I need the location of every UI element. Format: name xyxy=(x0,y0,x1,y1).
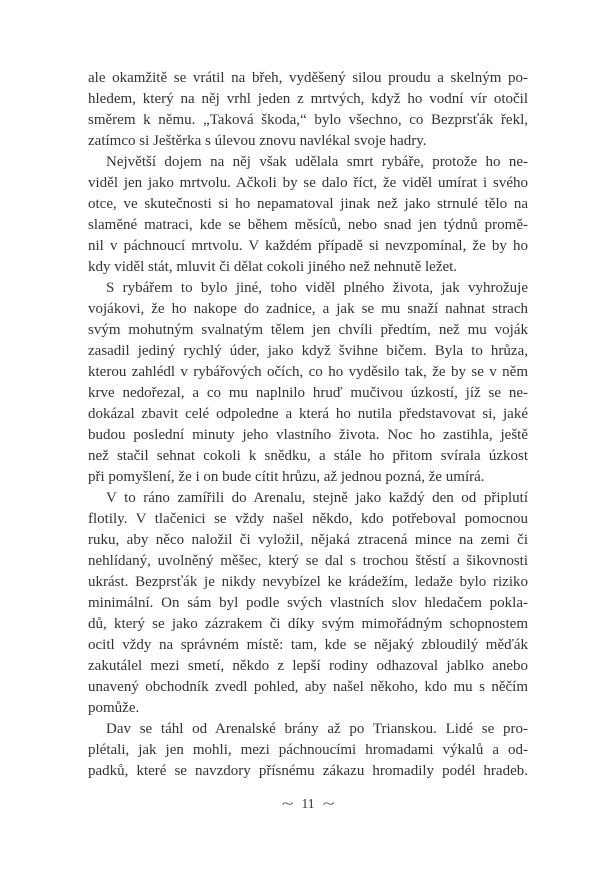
text-line: ruku, aby něco naložil či vyložil, nějaká ztracená mince na zemi či xyxy=(88,532,528,548)
text-line: ale okamžitě se vrátil na břeh, vyděšený silou proudu a skelným po- xyxy=(88,70,528,86)
text-line: zasadil jediný rychlý úder, jako když švihne bičem. Byla to hrůza, xyxy=(88,343,528,359)
text-line: pomůže. xyxy=(88,700,140,716)
text-line: ukrást. Bezprsťák je nikdy nevybízel ke krádežím, ledaže bylo riziko xyxy=(88,574,528,590)
text-line: krve nedořezal, a co mu naplnilo hruď mučivou úzkostí, jíž se ne- xyxy=(88,385,528,401)
page-text xyxy=(88,68,528,782)
text-line: plétali, jak jen mohli, mezi páchnoucími hromadami výkalů a od- xyxy=(88,742,528,758)
footer-ornament-right: ~ xyxy=(322,796,335,811)
text-line: při pomyšlení, že i on bude cítit hrůzu, až jednou pozná, že umírá. xyxy=(88,469,485,485)
text-line: zatímco si Ještěrka s úlevou znovu navlékal svoje hadry. xyxy=(88,133,427,149)
page-number: 11 xyxy=(301,796,315,811)
text-line: hledem, který na něj vrhl jeden z mrtvých, když ho vodní vír otočil xyxy=(88,91,528,107)
text-line: vojákovi, že ho nakope do zadnice, a jak se mu snaží nahnat strach xyxy=(88,301,528,317)
text-line: zakutálel mezi smetí, někdo z lepší rodiny odhazoval jablko anebo xyxy=(88,658,528,674)
text-line: Největší dojem na něj však udělala smrt rybáře, protože ho ne- xyxy=(106,154,528,170)
text-line: než stačil sehnat cokoli k snědku, a stále ho přitom svírala úzkost xyxy=(88,448,528,464)
text-line: svým mohutným svalnatým tělem jen chvíli předtím, než mu voják xyxy=(88,322,528,338)
text-line: ocitl vždy na správném místě: tam, kde se nějaký zbloudilý měďák xyxy=(88,637,528,653)
text-line: kdy viděl stát, mluvit či dělat cokoli jiného než nehnutě ležet. xyxy=(88,259,458,275)
text-line: slaměné matraci, kde se během měsíců, nebo snad jen týdnů promě- xyxy=(88,217,528,233)
footer-ornament-left: ~ xyxy=(281,796,294,811)
text-line: unavený obchodník zvedl pohled, aby našel někoho, kdo mu s něčím xyxy=(88,679,528,695)
text-line: budou poslední minuty jeho vlastního života. Noc ho zastihla, ještě xyxy=(88,427,528,443)
text-line: minimální. On sám byl podle svých vlastních slov hledačem pokla- xyxy=(88,595,528,611)
text-line: dokázal zbavit celé odpoledne a která ho nutila představovat si, jaké xyxy=(88,406,528,422)
text-line: Dav se táhl od Arenalské brány až po Trianskou. Lidé se pro- xyxy=(106,721,528,737)
text-line: V to ráno zamířili do Arenalu, stejně jako každý den od připlutí xyxy=(106,490,528,506)
text-line: nehlídaný, uvolněný měšec, který se dal s trochou štěstí a šikovnosti xyxy=(88,553,528,569)
text-line: nil v páchnoucí mrtvolu. V každém případě si nevzpomínal, že by ho xyxy=(88,238,528,254)
text-line: viděl jen jako mrtvolu. Ačkoli by se dalo říct, že viděl umírat i svého xyxy=(88,175,528,191)
text-line: směrem k němu. „Taková škoda,“ bylo všechno, co Bezprsťák řekl, xyxy=(88,112,528,128)
page-footer xyxy=(88,793,528,814)
text-line: otce, ve skutečnosti si ho nepamatoval jinak než jako strnulé tělo na xyxy=(88,196,528,212)
text-line: dů, který se jako zázrakem či díky svým mimořádným schopnostem xyxy=(88,616,528,632)
text-line: flotily. V tlačenici se vždy našel někdo, kdo potřeboval pomocnou xyxy=(88,511,528,527)
text-line: S rybářem to bylo jiné, toho viděl plného života, jak vyhrožuje xyxy=(106,280,528,296)
text-line: kterou zahlédl v rybářových očích, co ho vyděsilo tak, že by se v něm xyxy=(88,364,528,380)
text-line: padků, které se navzdory přísnému zákazu hromadily podél hradeb. xyxy=(88,763,528,779)
